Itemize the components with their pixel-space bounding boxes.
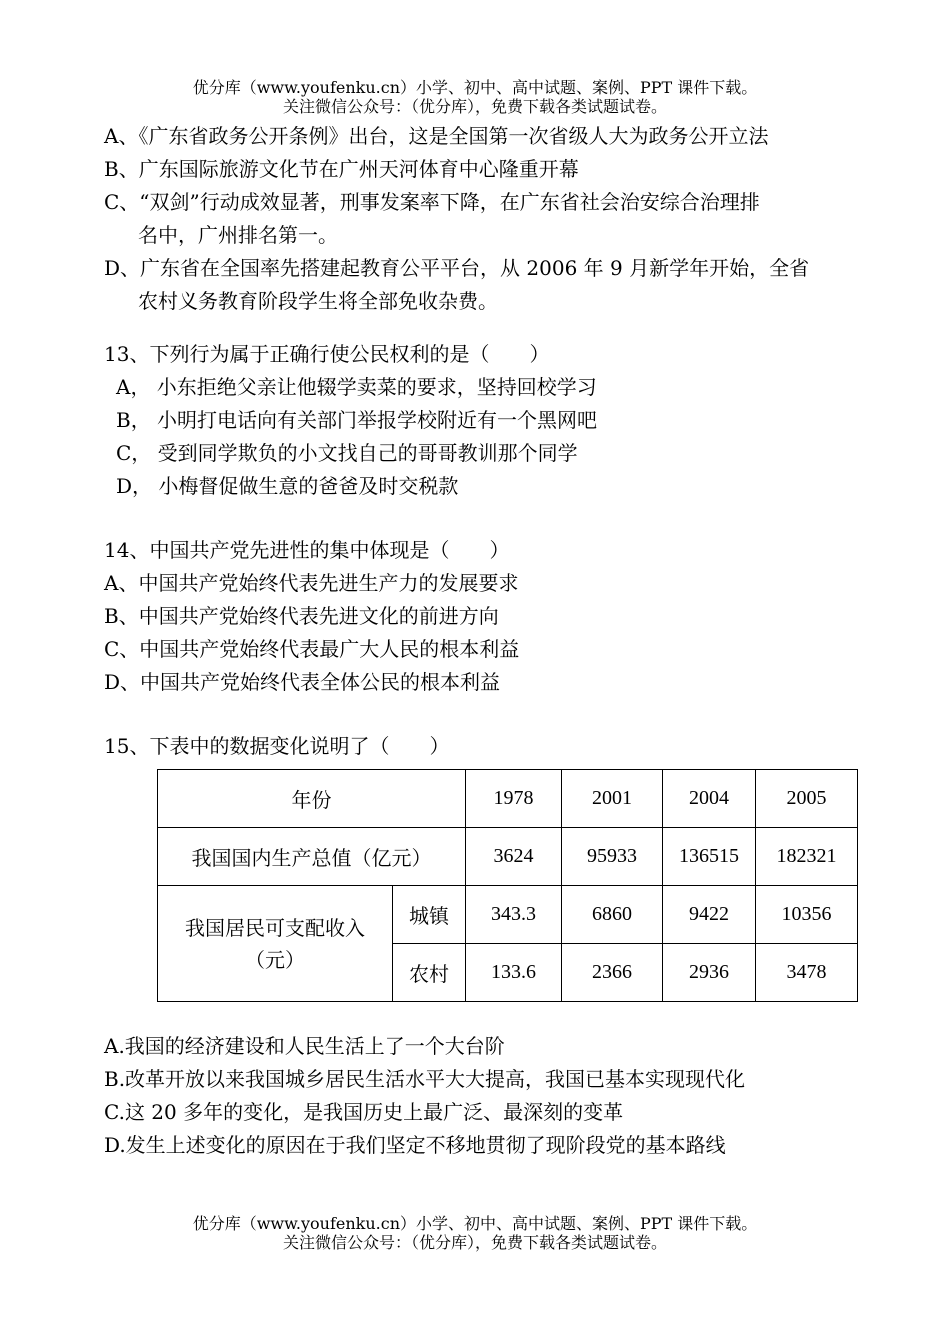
income-label-line-1: 我国居民可支配收入 [185,915,365,940]
header-line-1: 优分库（www.youfenku.cn）小学、初中、高中试题、案例、PPT 课件下载。 [192,78,758,97]
income-label-line-2: （元） [245,947,305,972]
q14-option-c: C、中国共产党始终代表最广大人民的根本利益 [104,637,520,661]
table-row-urban-income [158,886,858,944]
footer-line-2: 关注微信公众号：（优分库），免费下载各类试题试卷。 [282,1233,667,1252]
gdp-value-cell: 136515 [663,828,756,886]
q14-option-b: B、中国共产党始终代表先进文化的前进方向 [104,604,499,628]
income-label-cell [158,886,393,1002]
rural-value-cell: 2366 [562,944,663,1002]
rural-value-cell: 3478 [756,944,858,1002]
rural-label-cell: 农村 [393,944,466,1002]
q15-option-d: D.发生上述变化的原因在于我们坚定不移地贯彻了现阶段党的基本路线 [104,1133,726,1157]
q15-option-a: A.我国的经济建设和人民生活上了一个大台阶 [104,1034,505,1058]
q12-option-c-continued: 名中，广州排名第一。 [138,223,338,247]
table-row-years [158,770,858,828]
q15-option-c: C.这 20 多年的变化，是我国历史上最广泛、最深刻的变革 [104,1100,624,1124]
year-cell: 2001 [562,770,663,828]
rural-value-cell: 133.6 [466,944,562,1002]
q12-option-d: D、广东省在全国率先搭建起教育公平平台，从 2006 年 9 月新学年开始，全省 [104,256,810,280]
gdp-value-cell: 95933 [562,828,663,886]
q12-option-b: B、广东国际旅游文化节在广州天河体育中心隆重开幕 [104,157,579,181]
q12-option-a: A、《广东省政务公开条例》出台，这是全国第一次省级人大为政务公开立法 [104,124,769,148]
urban-value-cell: 343.3 [466,886,562,944]
urban-label-cell: 城镇 [393,886,466,944]
q14-option-d: D、中国共产党始终代表全体公民的根本利益 [104,670,501,694]
header-line-2: 关注微信公众号：（优分库），免费下载各类试题试卷。 [282,97,667,116]
q15-title: 15、下表中的数据变化说明了（ ） [104,734,450,758]
gdp-value-cell: 3624 [466,828,562,886]
year-cell: 2005 [756,770,858,828]
q14-title: 14、中国共产党先进性的集中体现是（ ） [104,538,510,562]
q13-option-d: D， 小梅督促做生意的爸爸及时交税款 [116,474,459,498]
urban-value-cell: 10356 [756,886,858,944]
footer-line-1: 优分库（www.youfenku.cn）小学、初中、高中试题、案例、PPT 课件下载。 [192,1214,758,1233]
q13-option-b: B， 小明打电话向有关部门举报学校附近有一个黑网吧 [116,408,598,432]
q13-option-a: A， 小东拒绝父亲让他辍学卖菜的要求，坚持回校学习 [116,375,597,399]
year-header-cell: 年份 [158,770,466,828]
q12-option-d-continued: 农村义务教育阶段学生将全部免收杂费。 [138,289,498,313]
urban-value-cell: 9422 [663,886,756,944]
q12-option-c: C、“双剑”行动成效显著，刑事发案率下降，在广东省社会治安综合治理排 [104,190,760,214]
table-row-gdp [158,828,858,886]
q13-option-c: C， 受到同学欺负的小文找自己的哥哥教训那个同学 [116,441,578,465]
q13-title: 13、下列行为属于正确行使公民权利的是（ ） [104,342,550,366]
year-cell: 1978 [466,770,562,828]
gdp-value-cell: 182321 [756,828,858,886]
year-cell: 2004 [663,770,756,828]
q15-data-table [157,769,858,1002]
rural-value-cell: 2936 [663,944,756,1002]
urban-value-cell: 6860 [562,886,663,944]
gdp-label-cell: 我国国内生产总值（亿元） [158,828,466,886]
q14-option-a: A、中国共产党始终代表先进生产力的发展要求 [104,571,519,595]
q15-option-b: B.改革开放以来我国城乡居民生活水平大大提高，我国已基本实现现代化 [104,1067,746,1091]
